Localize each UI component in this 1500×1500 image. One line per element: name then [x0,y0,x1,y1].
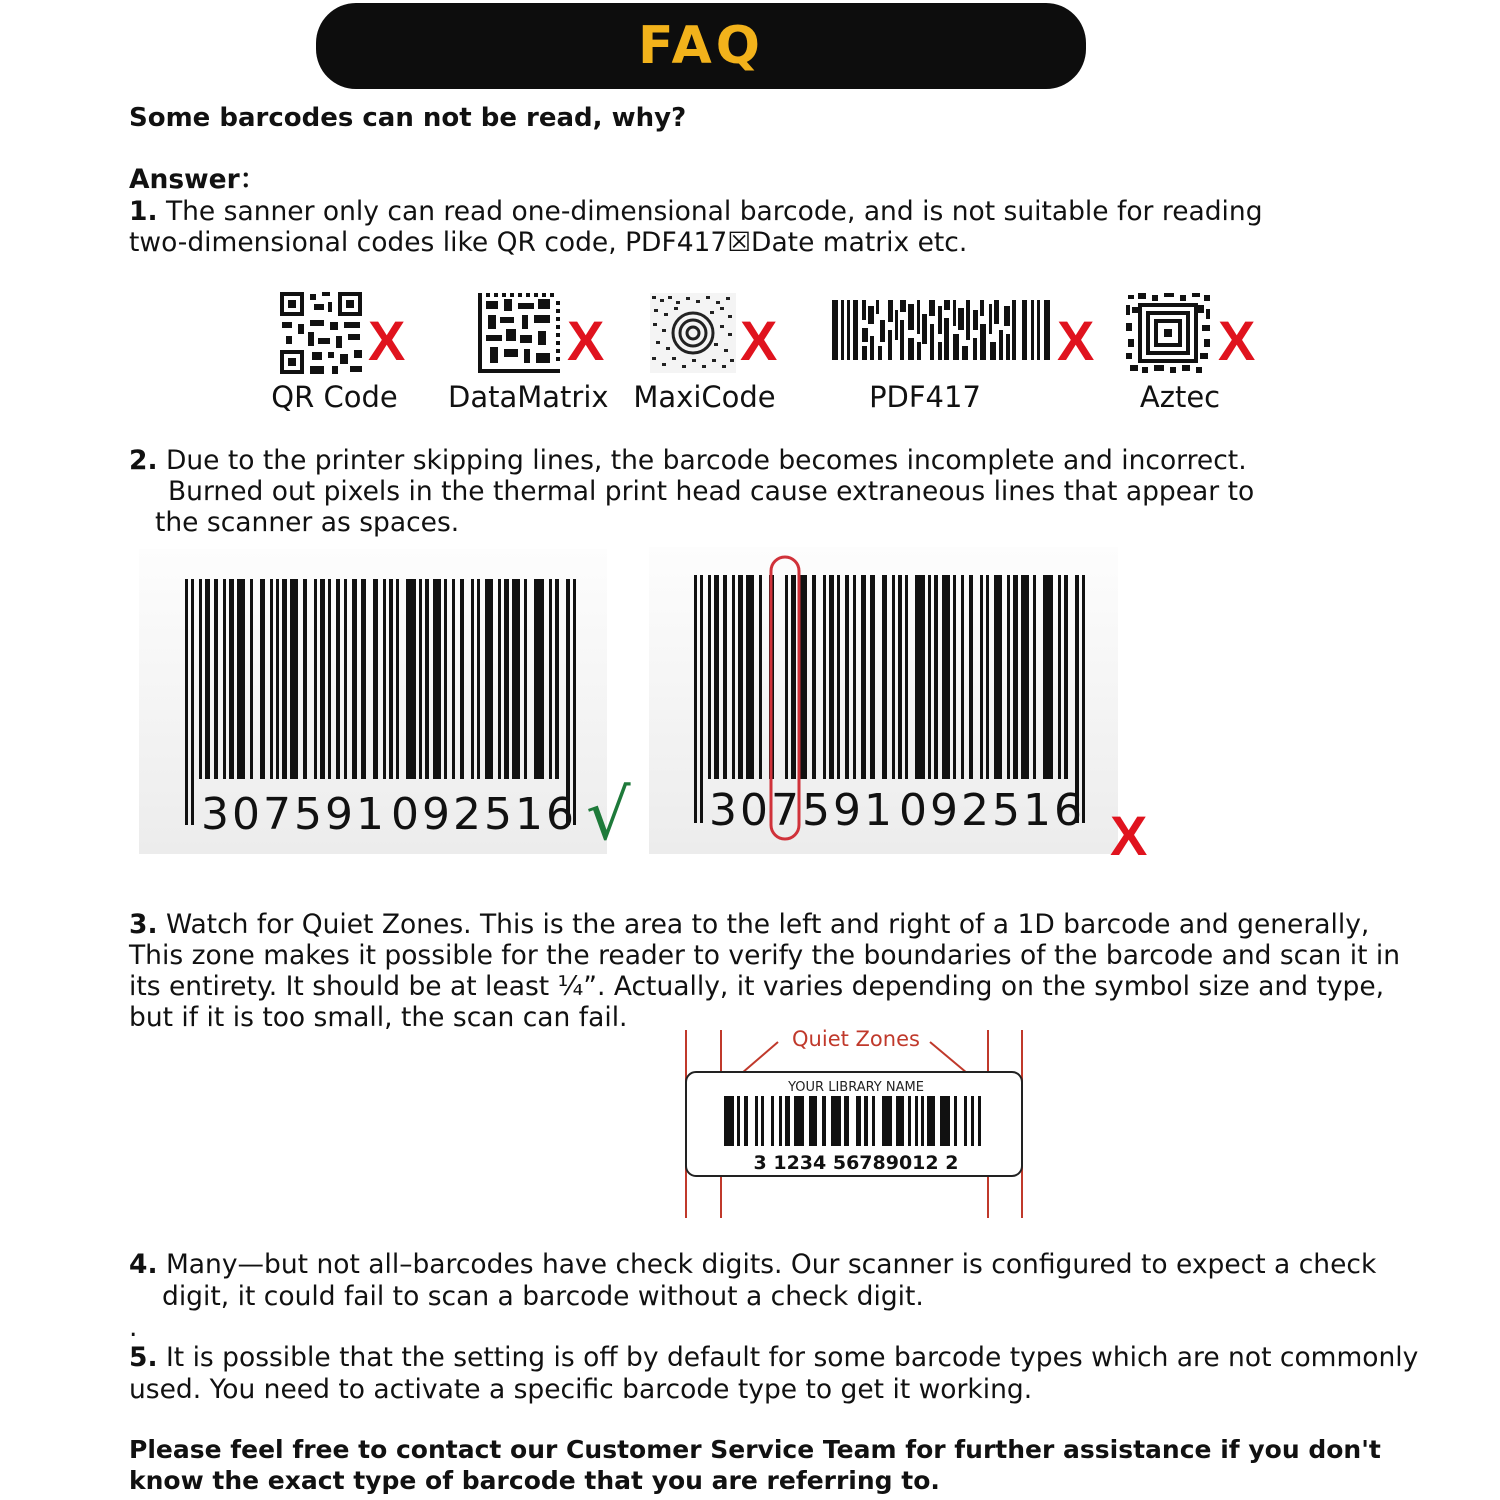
qr-code-icon [278,290,364,376]
barcode-bar [260,579,265,779]
barcode-bar [534,579,544,779]
point-3-number: 3. [129,909,158,940]
barcode-bar [700,575,703,823]
point-1-line-2: two-dimensional codes like QR code, PDF417☒Date matrix etc. [129,227,968,258]
barcode-bar [928,575,931,779]
aztec-label: Aztec [1139,380,1221,414]
maxicode-label: MaxiCode [633,380,776,414]
barcode-bar [723,575,727,779]
barcode-bar [1058,575,1061,779]
barcode-bar [555,579,559,779]
answer-label: Answer： [129,164,267,195]
barcode-bar [199,579,202,779]
barcode-bar [861,575,866,779]
barcode-bar [794,1096,804,1146]
barcode-bar [185,579,188,825]
point-2-line-3: the scanner as spaces. [155,507,460,538]
barcode-bar [282,579,287,779]
point-2-number: 2. [129,445,158,476]
barcode-bar [460,579,464,779]
barcode-bar [829,575,834,779]
question-heading: Some barcodes can not be read, why? [129,103,687,133]
point-1-line-1 [129,196,1263,227]
barcode-bar [250,579,253,779]
checkmark-icon: √ [586,774,631,856]
barcode-bar [870,575,875,779]
faq-title: FAQ [637,16,764,76]
barcode-bar [771,1096,774,1146]
barcode-bar [1043,575,1053,779]
point-5-number: 5. [129,1342,158,1373]
point-5-line-1 [129,1342,1418,1373]
barcode-bar [831,1096,841,1146]
pdf417-cross-icon: X [1057,309,1095,372]
point-1-text: The sanner only can read one-dimensional barcode, and is not suitable for reading [157,196,1263,227]
barcode-bar [724,1096,734,1146]
maxicode-icon [650,293,736,373]
barcode-bar [1021,575,1029,779]
barcode-bar [809,1096,817,1146]
barcode-bar [785,575,788,779]
barcode-bar [328,579,331,779]
barcode-bar [934,575,938,779]
barcode-bar [892,575,895,779]
barcode-bar [791,575,796,779]
barcode-bar [853,575,856,779]
stray-dot: . [129,1312,138,1343]
barcode-bar [915,1096,918,1146]
barcode-bar [1007,575,1010,779]
point-3-line-2: This zone makes it possible for the reader to verify the boundaries of the barcode and scan it in [129,940,1401,971]
barcode-bar [942,575,950,779]
barcode-bar [419,579,422,779]
barcode-bar [237,579,245,779]
barcode-bar [471,579,474,779]
barcode-bar [694,575,697,823]
barcode-bar [898,575,902,779]
barcode-bar [320,579,325,779]
barcode-bar [276,579,279,779]
barcode-bar [823,575,826,779]
qr-code-cross-icon: X [368,309,406,372]
barcode-bar [953,575,956,779]
barcode-bar [303,579,307,779]
barcode-bar [940,1096,950,1146]
barcode-bar [396,579,399,779]
barcode-bar [994,575,1002,779]
barcode-bar [812,575,816,779]
point-2-line-2: Burned out pixels in the thermal print head cause extraneous lines that appear to [168,476,1255,507]
barcode-bar [737,1096,740,1146]
barcode-bar [336,579,340,779]
barcode-bar [971,1096,974,1146]
barcode-bar [746,575,754,779]
barcode-bar [980,575,983,779]
point-5-line-2: used. You need to activate a specific barcode type to get it working. [129,1374,1033,1405]
barcode-bar [383,579,386,779]
barcode-bar [927,1096,935,1146]
closing-line-1: Please feel free to contact our Customer Service Team for further assistance if you don't [129,1435,1381,1464]
barcode-bar [512,579,520,779]
barcode-bar [882,575,887,779]
barcode-bar [856,1096,861,1146]
barcode-bar [270,579,273,779]
aztec-icon [1126,293,1210,373]
point-3-line-3: its entirety. It should be at least ¼”. Actually, it varies depending on the symbol size and type, [129,971,1385,1002]
barcode-bar [524,579,527,779]
point-5-text: It is possible that the setting is off by default for some barcode types which are not commonly [157,1342,1419,1373]
barcode-bar [708,575,711,779]
barcode-bar [845,575,849,779]
quiet-zone-diagram [676,1022,1036,1222]
barcode-bar [1033,575,1036,779]
barcode-bar [896,1096,904,1146]
library-name-text: YOUR LIBRARY NAME [788,1080,924,1095]
barcode-bar [485,579,493,779]
bad-barcode-image [649,547,1118,854]
barcode-bar [314,579,317,779]
barcode-bar [785,1096,790,1146]
barcode-bar [921,1096,924,1146]
datamatrix-icon [478,293,560,373]
barcode-bar [822,1096,826,1146]
barcode-bar [290,579,298,779]
barcode-bar [915,575,925,779]
barcode-bar [361,579,366,779]
barcode-bar [954,1096,957,1146]
point-4-line-1 [129,1249,1376,1280]
good-barcode-image [139,549,607,854]
barcode-bar [882,1096,892,1146]
barcode-bar [373,579,378,779]
barcode-bar [837,575,840,779]
barcode-bar [986,575,989,779]
bad-barcode-cross-icon: X [1110,804,1148,867]
barcode-bar [352,579,357,779]
barcode-bar [744,1096,748,1146]
barcode-bar [905,575,908,779]
datamatrix-cross-icon: X [567,309,605,372]
barcode-bar [191,579,194,825]
barcode-bar [732,575,735,779]
bad-barcode-digits-left: 307591 [709,785,895,836]
quiet-zones-label: Quiet Zones [792,1027,920,1051]
barcode-bar [1013,575,1018,779]
barcode-bar [344,579,347,779]
pdf417-label: PDF417 [869,380,981,414]
barcode-bar [714,575,719,779]
point-1-number: 1. [129,196,158,227]
barcode-bar [223,579,226,779]
barcode-bar [978,1096,981,1146]
point-3-line-1 [129,909,1369,940]
point-2-text: Due to the printer skipping lines, the barcode becomes incomplete and incorrect. [157,445,1247,476]
maxicode-cross-icon: X [740,309,778,372]
barcode-bar [498,579,501,779]
barcode-bar [779,1096,782,1146]
barcode-bar [205,579,210,779]
point-3-text: Watch for Quiet Zones. This is the area to the left and right of a 1D barcode and generally, [157,909,1370,940]
barcode-bar [229,579,234,779]
barcode-bar [477,579,480,779]
barcode-bar [738,575,743,779]
barcode-bar [872,1096,875,1146]
closing-line-2: know the exact type of barcode that you are referring to. [129,1466,940,1495]
library-barcode-number: 3 1234 56789012 2 [753,1152,959,1174]
bad-barcode-panel [649,547,1118,854]
barcode-bar [969,575,973,779]
barcode-bar [1064,575,1068,779]
good-barcode-panel [139,549,607,854]
barcode-bar [761,1096,764,1146]
faq-banner [316,3,1086,89]
point-4-number: 4. [129,1249,158,1280]
barcode-bar [406,579,416,779]
barcode-bar [389,579,393,779]
barcode-bar [214,579,218,779]
barcode-bar [433,579,441,779]
barcode-bar [864,1096,868,1146]
barcode-bar [755,1096,758,1146]
barcode-bar [759,575,762,779]
barcode-bar [964,1096,967,1146]
barcode-bar [844,1096,849,1146]
point-2-line-1 [129,445,1247,476]
point-4-line-2: digit, it could fail to scan a barcode without a check digit. [162,1281,924,1312]
barcode-bar [504,579,509,779]
barcode-bar [961,575,964,779]
point-4-text: Many—but not all–barcodes have check digits. Our scanner is configured to expect a check [157,1249,1377,1280]
datamatrix-label: DataMatrix [448,380,609,414]
bad-barcode-digits-right: 092516 [899,785,1085,836]
good-barcode-digits-left: 307591 [201,789,387,840]
good-barcode-digits-right: 092516 [391,789,577,840]
barcode-bar [452,579,455,779]
pdf417-icon [832,300,1050,360]
barcode-bar [425,579,429,779]
qr-code-label: QR Code [271,380,398,414]
barcode-bar [549,579,552,779]
point-3-line-4: but if it is too small, the scan can fail. [129,1002,628,1033]
aztec-cross-icon: X [1218,309,1256,372]
barcode-bar [908,1096,911,1146]
barcode-bar [444,579,447,779]
